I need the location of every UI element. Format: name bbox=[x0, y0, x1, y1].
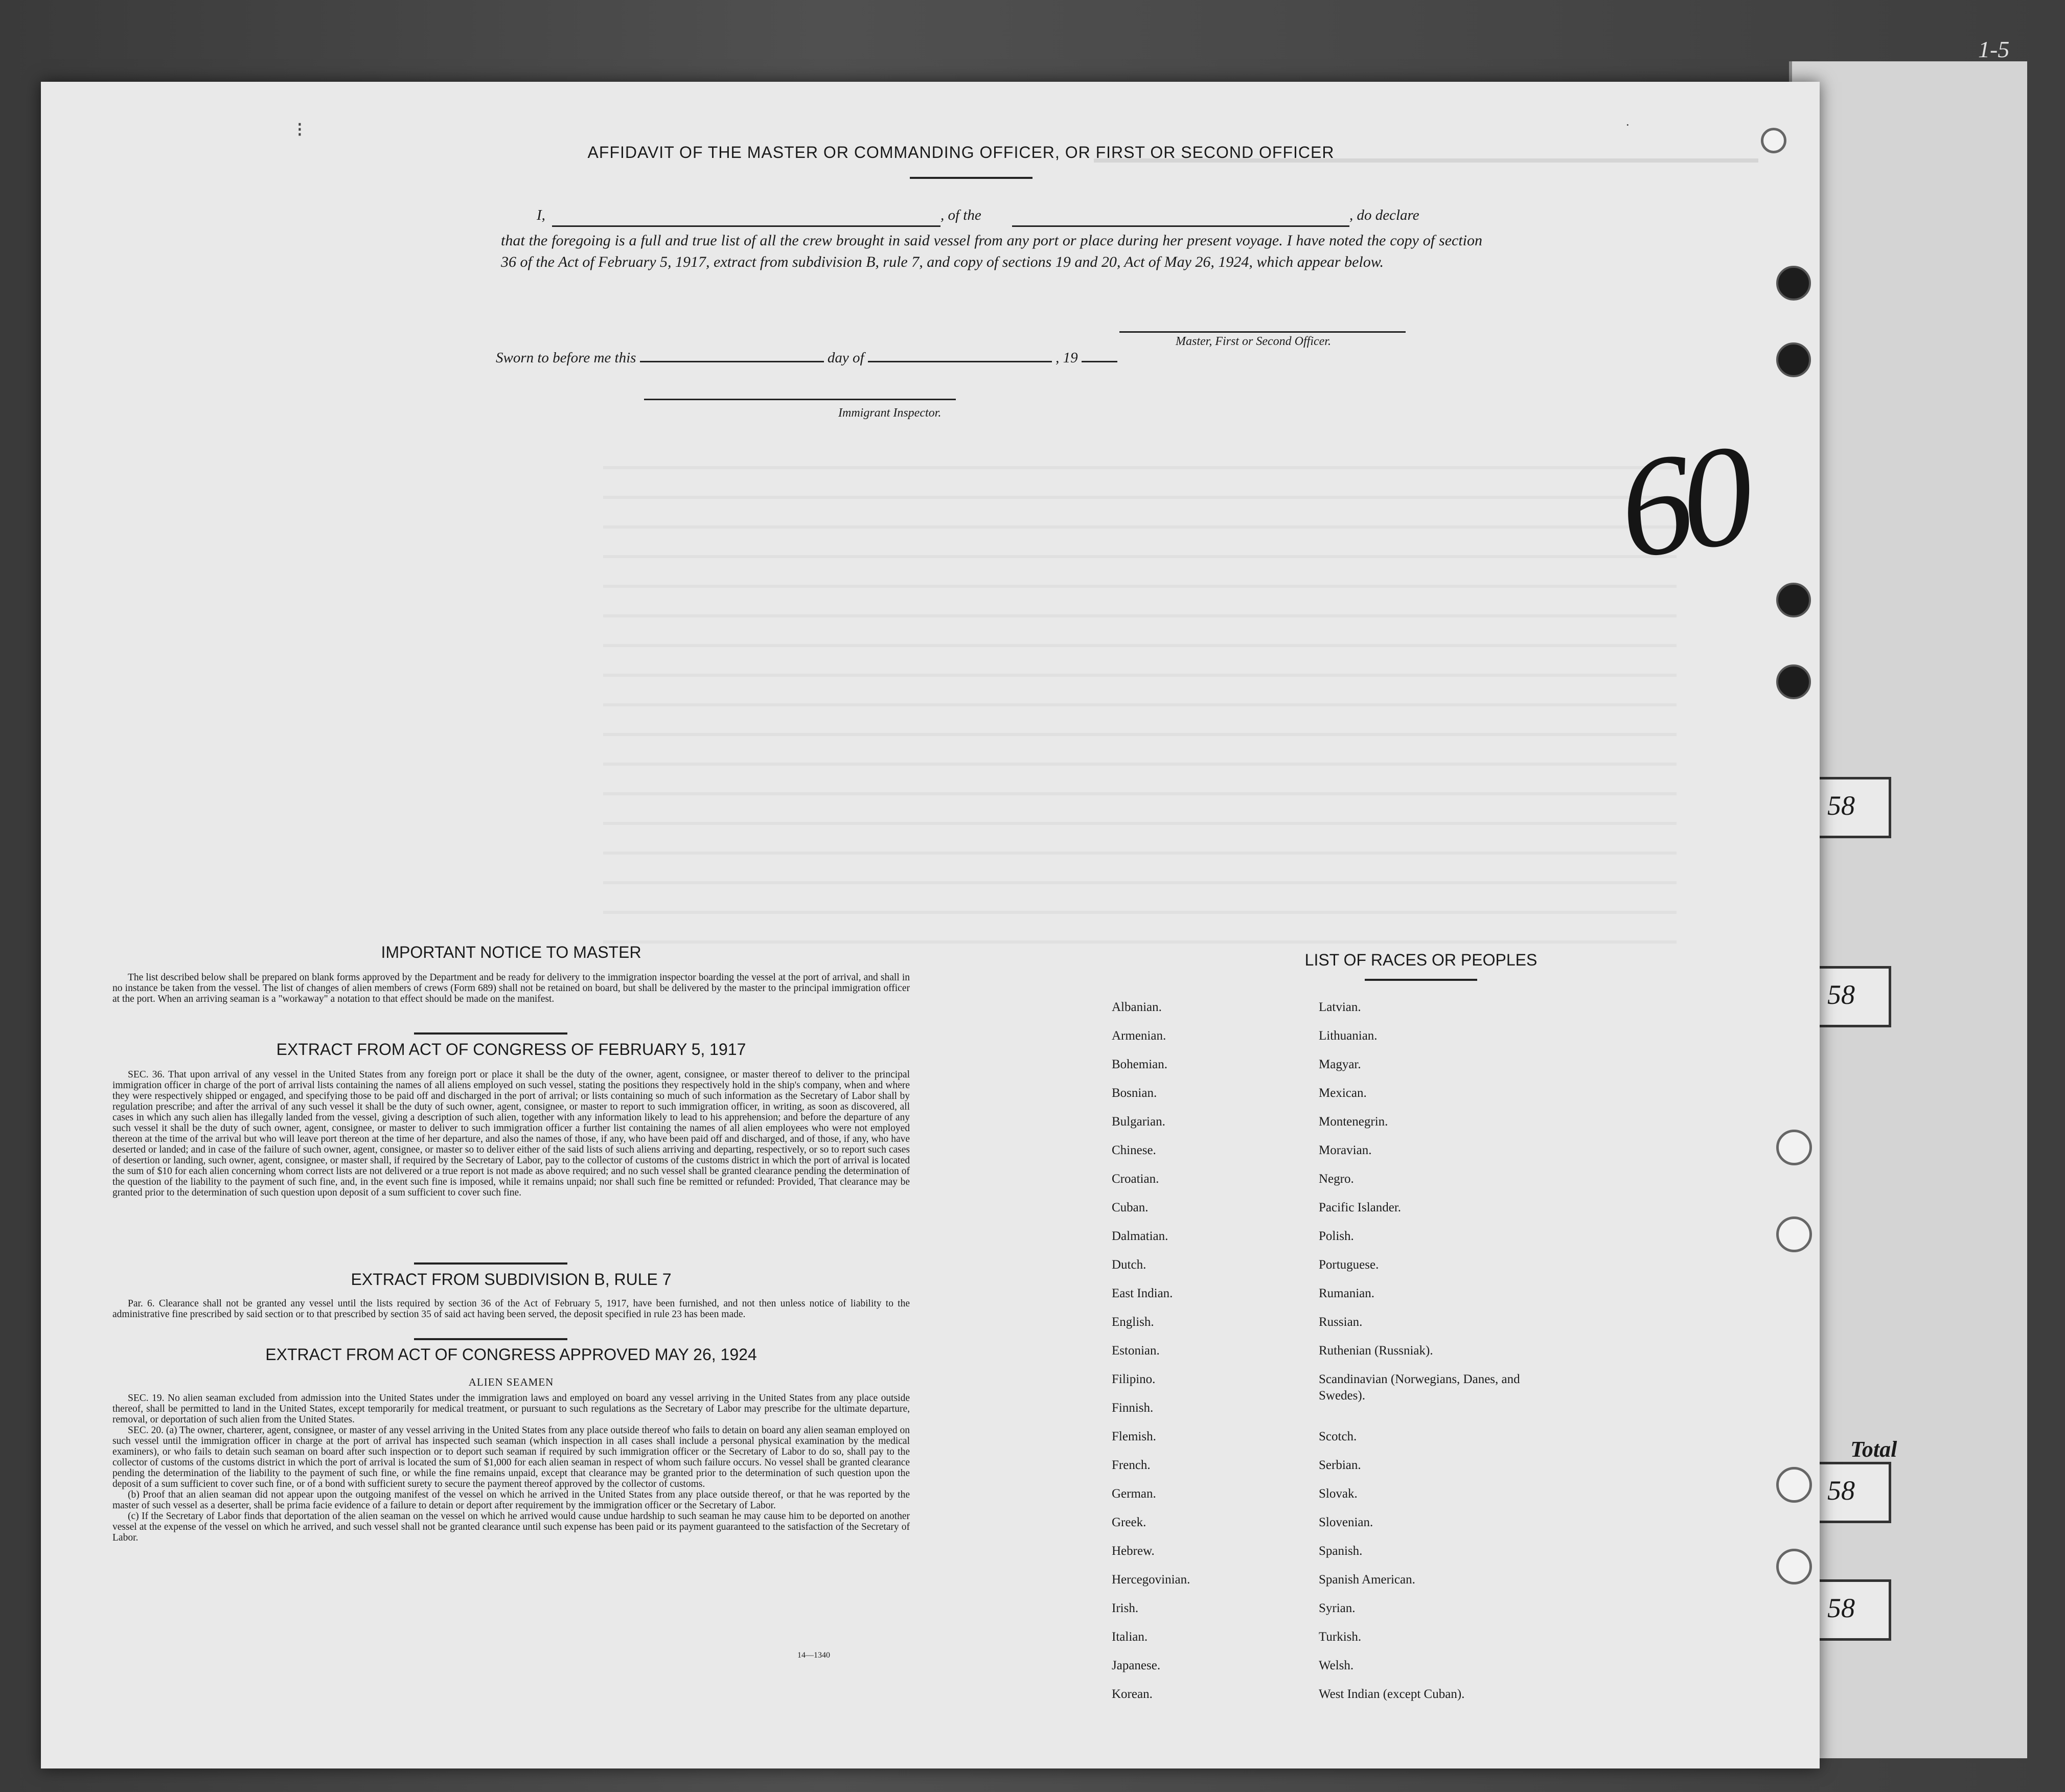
race-item: Flemish. bbox=[1112, 1430, 1156, 1443]
notice-text bbox=[112, 972, 910, 1004]
race-item: Slovenian. bbox=[1319, 1515, 1373, 1529]
race-item: Dutch. bbox=[1112, 1258, 1146, 1272]
binder-hole-icon bbox=[1776, 664, 1811, 699]
extract-1917-title: EXTRACT FROM ACT OF CONGRESS OF FEBRUARY 5, 1917 bbox=[276, 1040, 746, 1059]
sworn-day: day of bbox=[827, 350, 864, 366]
races-column-2 bbox=[1319, 999, 1533, 1715]
race-item: Cuban. bbox=[1112, 1201, 1149, 1214]
race-item: Bulgarian. bbox=[1112, 1115, 1165, 1129]
bleed-through bbox=[603, 440, 1677, 951]
section-rule bbox=[414, 1338, 567, 1340]
extract-rule7-text bbox=[112, 1298, 910, 1320]
name-blank bbox=[552, 212, 940, 227]
binder-hole-icon bbox=[1776, 1130, 1812, 1165]
race-item: Estonian. bbox=[1112, 1344, 1160, 1358]
bleed-through bbox=[1094, 158, 1758, 183]
total-label: Total bbox=[1850, 1437, 1897, 1462]
inspector-signature-line bbox=[644, 399, 956, 400]
race-item: Chinese. bbox=[1112, 1143, 1156, 1157]
master-caption: Master, First or Second Officer. bbox=[1176, 335, 1331, 348]
races-title: LIST OF RACES OR PEOPLES bbox=[1304, 951, 1538, 969]
margin-mark: · bbox=[1625, 118, 1630, 132]
binder-hole-icon bbox=[1776, 1549, 1812, 1584]
race-item: Hercegovinian. bbox=[1112, 1573, 1190, 1587]
margin-mark: ⁝ bbox=[296, 118, 303, 141]
race-item: Slovak. bbox=[1319, 1487, 1358, 1501]
notice-paragraph: The list described below shall be prepared on blank forms approved by the Department and be ready for delivery to the immigration inspector boarding the vessel at the port of arrival, and shall in no instance be taken from the vessel. The list of changes of alien members of crews (Form 689) shall not be retained on board, but shall be delivered by the master to the principal immigration officer at the port. When an arriving seaman is a "workaway" a notation to that effect should be made on the manifest. bbox=[112, 972, 910, 1004]
sec20a-paragraph: SEC. 20. (a) The owner, charterer, agent, consignee, or master of any vessel arriving in the United States from any place outside thereof who fails to detain on board any alien seaman employed on such vessel until the immigration officer in charge at the port of arrival has inspected such seaman (which inspection in all cases shall include a personal physical examination by the medical examiners), or who fails to detain such seaman on board after such inspection or to deport such seaman if required by such immigration officer or the Secretary of Labor to do so, shall pay to the collector of customs of the customs district in which the port of arrival is located the sum of $1,000 for each alien seaman in respect of whom such failure occurs. No vessel shall be granted clearance pending the determination of the liability to the payment of such fine, or while the fine remains unpaid, except that clearance may be granted prior to the determination of such question upon the deposit of a sum sufficient to cover such fine, or of a bond with sufficient surety to secure the payment thereof approved by the collector of customs. bbox=[112, 1425, 910, 1489]
race-item: Greek. bbox=[1112, 1515, 1146, 1529]
race-item: Polish. bbox=[1319, 1229, 1354, 1243]
sworn-start: Sworn to before me this bbox=[496, 350, 636, 366]
binder-hole-icon bbox=[1776, 1467, 1812, 1503]
race-item: Pacific Islander. bbox=[1319, 1201, 1402, 1214]
tally-number: 58 bbox=[1827, 1475, 1855, 1506]
declaration-i: I, bbox=[537, 207, 545, 223]
race-item: Spanish. bbox=[1319, 1544, 1363, 1558]
affidavit-page bbox=[41, 82, 1820, 1768]
extract-rule7-title: EXTRACT FROM SUBDIVISION B, RULE 7 bbox=[351, 1270, 672, 1289]
race-item: Rumanian. bbox=[1319, 1286, 1375, 1300]
tally-box bbox=[1809, 966, 1891, 1027]
section-rule bbox=[414, 1262, 567, 1265]
alien-seamen-subtitle: ALIEN SEAMEN bbox=[468, 1376, 554, 1388]
race-item: Ruthenian (Russniak). bbox=[1319, 1344, 1433, 1358]
race-item: English. bbox=[1112, 1315, 1154, 1329]
race-item: Negro. bbox=[1319, 1172, 1354, 1186]
race-item: Latvian. bbox=[1319, 1000, 1361, 1014]
tally-box bbox=[1809, 1462, 1891, 1523]
races-column-1 bbox=[1112, 999, 1190, 1715]
declaration-of-the: , of the bbox=[940, 207, 981, 223]
race-item: Irish. bbox=[1112, 1601, 1139, 1615]
race-item: Filipino. bbox=[1112, 1372, 1156, 1386]
sec20b-paragraph: (b) Proof that an alien seaman did not appear upon the outgoing manifest of the vessel on which he arrived in the United States from any place outside thereof, or that he was reported by the master of such vessel as a deserter, shall be prima facie evidence of a failure to detain or deport after requirement by the immigration officer or the Secretary of Labor. bbox=[112, 1489, 910, 1511]
inspector-caption: Immigrant Inspector. bbox=[838, 406, 942, 420]
tally-number: 58 bbox=[1827, 979, 1855, 1010]
race-item: Serbian. bbox=[1319, 1458, 1361, 1472]
race-item: Bohemian. bbox=[1112, 1058, 1168, 1071]
race-item: Portuguese. bbox=[1319, 1258, 1379, 1272]
race-item: Spanish American. bbox=[1319, 1573, 1415, 1587]
race-item: Korean. bbox=[1112, 1687, 1153, 1701]
race-item: Finnish. bbox=[1112, 1401, 1154, 1415]
race-item: Lithuanian. bbox=[1319, 1029, 1378, 1043]
extract-1924-text bbox=[112, 1393, 910, 1543]
race-item: Russian. bbox=[1319, 1315, 1363, 1329]
sworn-month-blank bbox=[868, 348, 1052, 362]
extract-1924-title: EXTRACT FROM ACT OF CONGRESS APPROVED MAY 26, 1924 bbox=[265, 1345, 757, 1364]
extract-1917-text bbox=[112, 1069, 910, 1198]
race-item: Montenegrin. bbox=[1319, 1115, 1388, 1129]
section-rule bbox=[414, 1032, 567, 1035]
race-item: East Indian. bbox=[1112, 1286, 1173, 1300]
binder-hole-icon bbox=[1776, 583, 1811, 617]
margin-number: 60 bbox=[1610, 414, 1754, 589]
affidavit-title: AFFIDAVIT OF THE MASTER OR COMMANDING OFFICER, OR FIRST OR SECOND OFFICER bbox=[587, 143, 1335, 162]
race-item: Turkish. bbox=[1319, 1630, 1362, 1644]
binder-hole-icon bbox=[1776, 1216, 1812, 1252]
tally-number: 58 bbox=[1827, 790, 1855, 821]
race-item: Bosnian. bbox=[1112, 1086, 1157, 1100]
form-code: 14—1340 bbox=[797, 1651, 830, 1660]
race-item: Italian. bbox=[1112, 1630, 1148, 1644]
vessel-blank bbox=[1012, 212, 1349, 227]
notice-title: IMPORTANT NOTICE TO MASTER bbox=[381, 943, 641, 961]
sec20c-paragraph: (c) If the Secretary of Labor finds that deportation of the alien seaman on the vessel on which he arrived would cause undue hardship to such seaman he may cause him to be deported on another vessel at the expense of the vessel on which he arrived, and such vessel shall not be granted clearance until such expense has been paid or its payment guaranteed to the satisfaction of the Secretary of Labor. bbox=[112, 1511, 910, 1543]
race-item: West Indian (except Cuban). bbox=[1319, 1687, 1465, 1701]
race-item: Magyar. bbox=[1319, 1058, 1361, 1071]
sworn-year: , 19 bbox=[1056, 350, 1078, 366]
sec19-paragraph: SEC. 19. No alien seaman excluded from admission into the United States under the immigration laws and employed on board any vessel arriving in the United States from any place outside thereof, shall be permitted to land in the United States, except temporarily for medical treatment, or pursuant to such regulations as the Secretary of Labor may prescribe for the ultimate departure, removal, or deportation of such alien from the United States. bbox=[112, 1393, 910, 1425]
sworn-year-blank bbox=[1082, 348, 1117, 362]
tally-box bbox=[1809, 777, 1891, 838]
race-item: Armenian. bbox=[1112, 1029, 1166, 1043]
master-signature-line bbox=[1119, 331, 1406, 333]
race-item: Dalmatian. bbox=[1112, 1229, 1168, 1243]
corner-label: 1-5 bbox=[1978, 36, 2010, 62]
race-item: Moravian. bbox=[1319, 1143, 1372, 1157]
race-item: Albanian. bbox=[1112, 1000, 1162, 1014]
title-rule bbox=[910, 177, 1032, 179]
race-item: Welsh. bbox=[1319, 1659, 1354, 1672]
extract-rule7-paragraph: Par. 6. Clearance shall not be granted any vessel until the lists required by section 36 of the Act of February 5, 1917, have been furnished, and not then unless notice of liability to the administrative fine prescribed by said section or to that prescribed by section 35 of said act having been served, the deposit specified in rule 23 has been made. bbox=[112, 1298, 910, 1320]
binder-hole-icon bbox=[1776, 266, 1811, 301]
race-item: Japanese. bbox=[1112, 1659, 1161, 1672]
extract-1917-paragraph: SEC. 36. That upon arrival of any vessel in the United States from any foreign port or place it shall be the duty of the owner, agent, consignee, or master thereof to deliver to the principal immigration officer in charge of the port of arrival lists containing the names of all aliens employed on such vessel, stating the positions they respectively hold in the ship's company, when and where they were respectively shipped or engaged, and specifying those to be paid off and discharged in the port of arrival; or lists containing so much of such information as the Secretary of Labor shall by regulation prescribe; and after the arrival of any such vessel it shall be the duty of such owner, agent, consignee, or master to report to such immigration officer, in writing, as soon as discovered, all cases in which any such alien has illegally landed from the vessel, giving a description of such alien, together with any information likely to lead to his apprehension; and before the departure of any such vessel it shall be the duty of such owner, agent, consignee, or master to deliver to such immigration officer a further list containing the names of all alien employees who were not employed thereon at the time of the arrival but who will leave port thereon at the time of her departure, and also the names of those, if any, who have been paid off and discharged, and of those, if any, who have deserted or landed; and in case of the failure of such owner, agent, consignee, or master so to deliver either of the said lists of such aliens arriving and departing, respectively, or so to report such cases of desertion or landing, such owner, agent, consignee, or master shall, if required by the Secretary of Labor, pay to the collector of customs of the customs district in which the port of arrival is located the sum of $10 for each alien concerning whom correct lists are not delivered or a true report is not made as above required; and no such vessel shall be granted clearance pending the determination of the question of the liability to the payment of such fine, and, in the event such fine is imposed, while it remains unpaid; nor shall such fine be remitted or refunded: Provided, That clearance may be granted prior to the determination of such question upon deposit of a sum sufficient to cover such fine. bbox=[112, 1069, 910, 1198]
sworn-day-blank bbox=[640, 348, 824, 362]
tally-number: 58 bbox=[1827, 1593, 1855, 1623]
race-item: Mexican. bbox=[1319, 1086, 1367, 1100]
race-item: Scotch. bbox=[1319, 1430, 1357, 1443]
races-rule bbox=[1365, 979, 1477, 981]
race-item: German. bbox=[1112, 1487, 1156, 1501]
race-item: Scandinavian (Norwegians, Danes, and Swedes). bbox=[1319, 1372, 1520, 1403]
race-item: Hebrew. bbox=[1112, 1544, 1155, 1558]
race-item: Syrian. bbox=[1319, 1601, 1356, 1615]
declaration-body: that the foregoing is a full and true list of all the crew brought in said vessel from any port or place during her present voyage. I have noted the copy of section 36 of the Act of February 5, 1917, extract from subdivision B, rule 7, and copy of sections 19 and 20, Act of May 26, 1924, which appear below. bbox=[501, 232, 1482, 270]
race-item: French. bbox=[1112, 1458, 1151, 1472]
binder-hole-icon bbox=[1776, 342, 1811, 377]
binder-hole-icon bbox=[1761, 128, 1786, 153]
sworn-line bbox=[496, 348, 1211, 366]
declaration-end: , do declare bbox=[1349, 207, 1419, 223]
race-item: Croatian. bbox=[1112, 1172, 1159, 1186]
tally-box bbox=[1809, 1579, 1891, 1641]
